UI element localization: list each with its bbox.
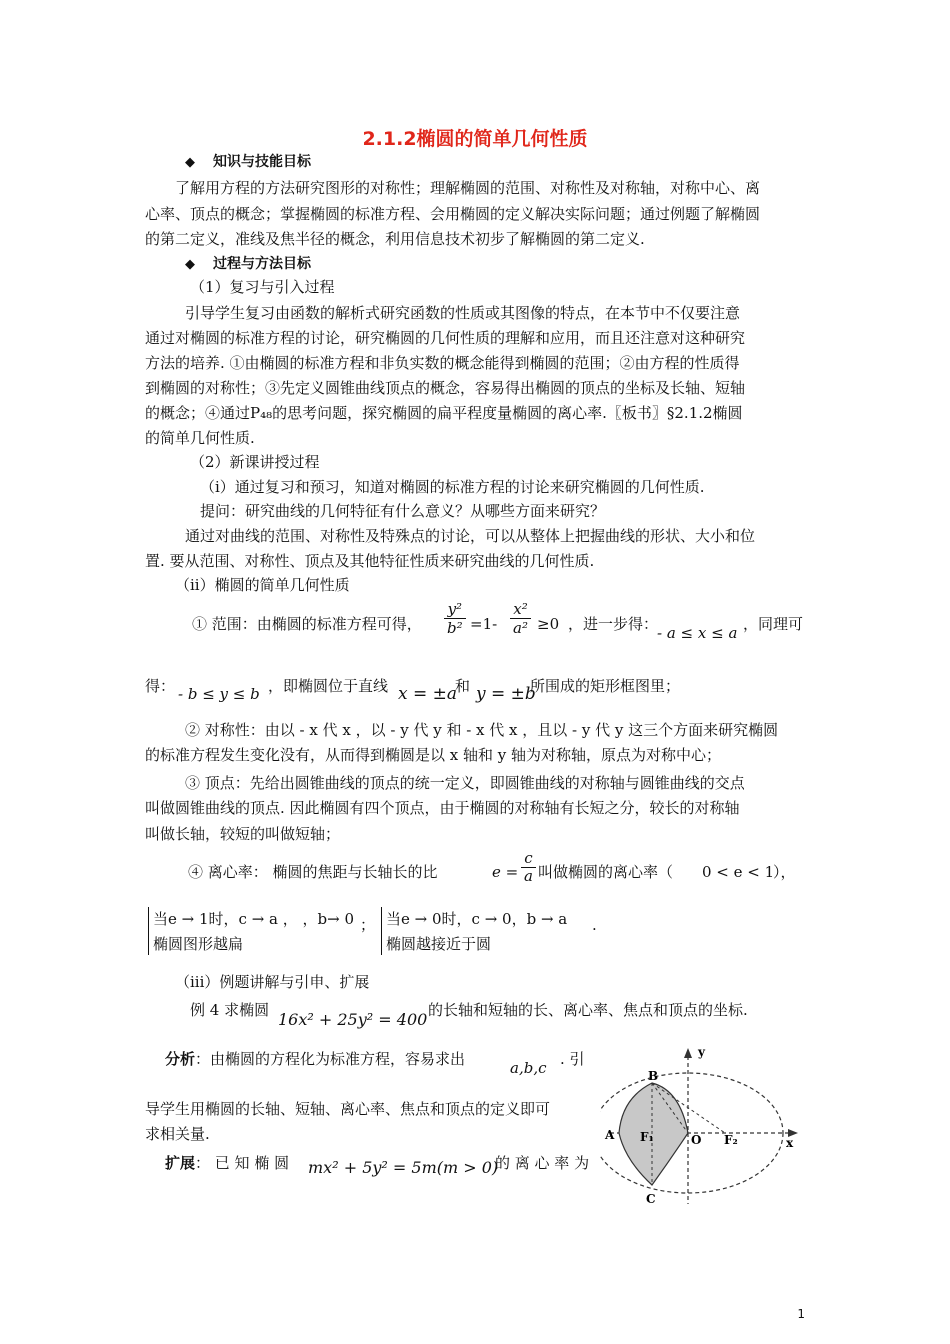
left-brace [148, 907, 149, 955]
separator: . [592, 916, 597, 934]
paragraph-line: 了解用方程的方法研究图形的对称性；理解椭圆的范围、对称性及对称轴，对称中心、离 [175, 179, 761, 197]
section-heading-knowledge: ◆ 知识与技能目标 [185, 152, 311, 173]
example-text: 的长轴和短轴的长、离心率、焦点和顶点的坐标. [428, 1001, 748, 1019]
paragraph-line: 到椭圆的对称性；③先定义圆锥曲线顶点的概念，容易得出椭圆的顶点的坐标及长轴、短轴 [145, 379, 746, 397]
symmetry-line: 的标准方程发生变化没有，从而得到椭圆是以 x 轴和 y 轴为对称轴，原点为对称中心； [145, 746, 722, 764]
eccentricity-text: 叫做椭圆的离心率（ [538, 863, 674, 881]
vertex-line: ③ 顶点：先给出圆锥曲线的顶点的统一定义，即圆锥曲线的对称轴与圆锥曲线的交点 [185, 774, 745, 792]
eccentricity-text: ）， [773, 863, 796, 881]
vertex-line: 叫做圆锥曲线的顶点. 因此椭圆有四个顶点，由于椭圆的对称轴有长短之分，较长的对称轴 [145, 799, 740, 817]
extension-equation: mx² + 5y² = 5m(m > 0) [308, 1158, 499, 1177]
equation-part: ≥0 [537, 615, 560, 633]
label-f2: F₂ [724, 1133, 738, 1147]
paragraph-line: 置. 要从范围、对称性、顶点及其他特征性质来研究曲线的几何性质. [145, 552, 595, 570]
diamond-bullet-icon: ◆ [185, 257, 195, 272]
section-heading-process: ◆ 过程与方法目标 [185, 254, 311, 275]
y-axis-arrow-icon [684, 1048, 692, 1058]
diamond-bullet-icon: ◆ [185, 155, 195, 170]
range-text: ，进一步得： [568, 615, 659, 633]
equation-part: =1- [470, 615, 498, 633]
label-c: C [646, 1192, 656, 1206]
range-text: 得： [145, 677, 176, 695]
line-equation: x = ±a [398, 684, 458, 704]
paragraph-line: 的概念；④通过P₄₈的思考问题，探究椭圆的扁平程度量椭圆的离心率.〖板书〗§2.1.2椭圆 [145, 404, 743, 422]
separator: ； [360, 916, 376, 934]
extension-line: 扩展： 已 知 椭 圆 [165, 1154, 290, 1172]
analysis-line: 分析：由椭圆的方程化为标准方程，容易求出 [165, 1050, 466, 1068]
range-text: 和 [455, 677, 471, 695]
case-text: 当e → 1时，c → a ， ，b→ 0 [153, 910, 354, 928]
paragraph-line: 提问：研究曲线的几何特征有什么意义？从哪些方面来研究？ [200, 502, 606, 520]
fraction-y2-b2: $\frac{\text{y²}}{\text{b²}}$ [442, 600, 468, 637]
paragraph-line: 的第二定义，准线及焦半径的概念，利用信息技术初步了解椭圆的第二定义. [145, 230, 645, 248]
page-number: 1 [797, 1307, 805, 1321]
paragraph-line: （i）通过复习和预习，知道对椭圆的标准方程的讨论来研究椭圆的几何性质. [200, 478, 705, 496]
paragraph-line: 方法的培养. ①由椭圆的标准方程和非负实数的概念能得到椭圆的范围；②由方程的性质得 [145, 354, 740, 372]
inequality: - b ≤ y ≤ b [178, 685, 260, 703]
subheading: （2）新课讲授过程 [190, 453, 320, 471]
label-o: O [691, 1133, 702, 1147]
analysis-line: 求相关量. [145, 1125, 210, 1143]
page-title: 2.1.2椭圆的简单几何性质 [362, 128, 588, 150]
subheading: （iii）例题讲解与引申、扩展 [175, 973, 370, 991]
ellipse-figure [600, 1040, 810, 1210]
label-a: A [605, 1128, 615, 1142]
case-text: 椭圆图形越扁 [153, 935, 244, 953]
paragraph-line: 引导学生复习由函数的解析式研究函数的性质或其图像的特点，在本节中不仅要注意 [185, 304, 741, 322]
paragraph-line: 的简单几何性质. [145, 429, 255, 447]
eccentricity-range: 0 < e < 1 [702, 863, 775, 881]
label-x: x [786, 1136, 794, 1150]
vertex-line: 叫做长轴，较短的叫做短轴； [145, 825, 341, 843]
paragraph-line: 心率、顶点的概念；掌握椭圆的标准方程、会用椭圆的定义解决实际问题；通过例题了解椭圆 [145, 205, 761, 223]
inequality: - a ≤ x ≤ a [657, 624, 738, 642]
example-equation: 16x² + 25y² = 400 [278, 1010, 428, 1029]
line-equation: y = ±b [476, 684, 536, 704]
left-brace [381, 907, 382, 955]
range-text: ① 范围：由椭圆的标准方程可得， [192, 615, 422, 633]
case-text: 椭圆越接近于圆 [386, 935, 492, 953]
fraction-x2-a2: $\frac{\text{x²}}{\text{a²}}$ [508, 600, 533, 637]
subheading: （ii）椭圆的简单几何性质 [175, 576, 350, 594]
subheading: （1）复习与引入过程 [190, 278, 335, 296]
range-text: 所围成的矩形框图里； [530, 677, 681, 695]
range-text: ，同理可 [743, 615, 804, 633]
analysis-variables: a,b,c [510, 1059, 547, 1077]
paragraph-line: 通过对椭圆的标准方程的讨论，研究椭圆的几何性质的理解和应用，而且还注意对这种研究 [145, 329, 746, 347]
label-y: y [698, 1045, 705, 1059]
eccentricity-symbol: e = [492, 863, 519, 881]
case-text: 当e → 0时，c → 0，b → a [386, 910, 568, 928]
eccentricity-text: ④ 离心率： 椭圆的焦距与长轴长的比 [188, 863, 438, 881]
extension-line: 的 离 心 率 为 [495, 1154, 590, 1172]
analysis-line: . 引 [560, 1050, 585, 1068]
label-b: B [648, 1069, 659, 1083]
range-text: ，即椭圆位于直线 [268, 677, 389, 695]
example-text: 例 4 求椭圆 [190, 1001, 270, 1019]
symmetry-line: ② 对称性：由以 - x 代 x ，以 - y 代 y 和 - x 代 x ，且以 - y 代 y 这三个方面来研究椭圆 [185, 721, 779, 739]
label-f1: F₁ [640, 1130, 654, 1144]
paragraph-line: 通过对曲线的范围、对称性及特殊点的讨论，可以从整体上把握曲线的形状、大小和位 [185, 527, 756, 545]
fraction-c-a: $\frac{c}{a}$ [519, 850, 538, 885]
analysis-line: 导学生用椭圆的长轴、短轴、离心率、焦点和顶点的定义即可 [145, 1100, 551, 1118]
